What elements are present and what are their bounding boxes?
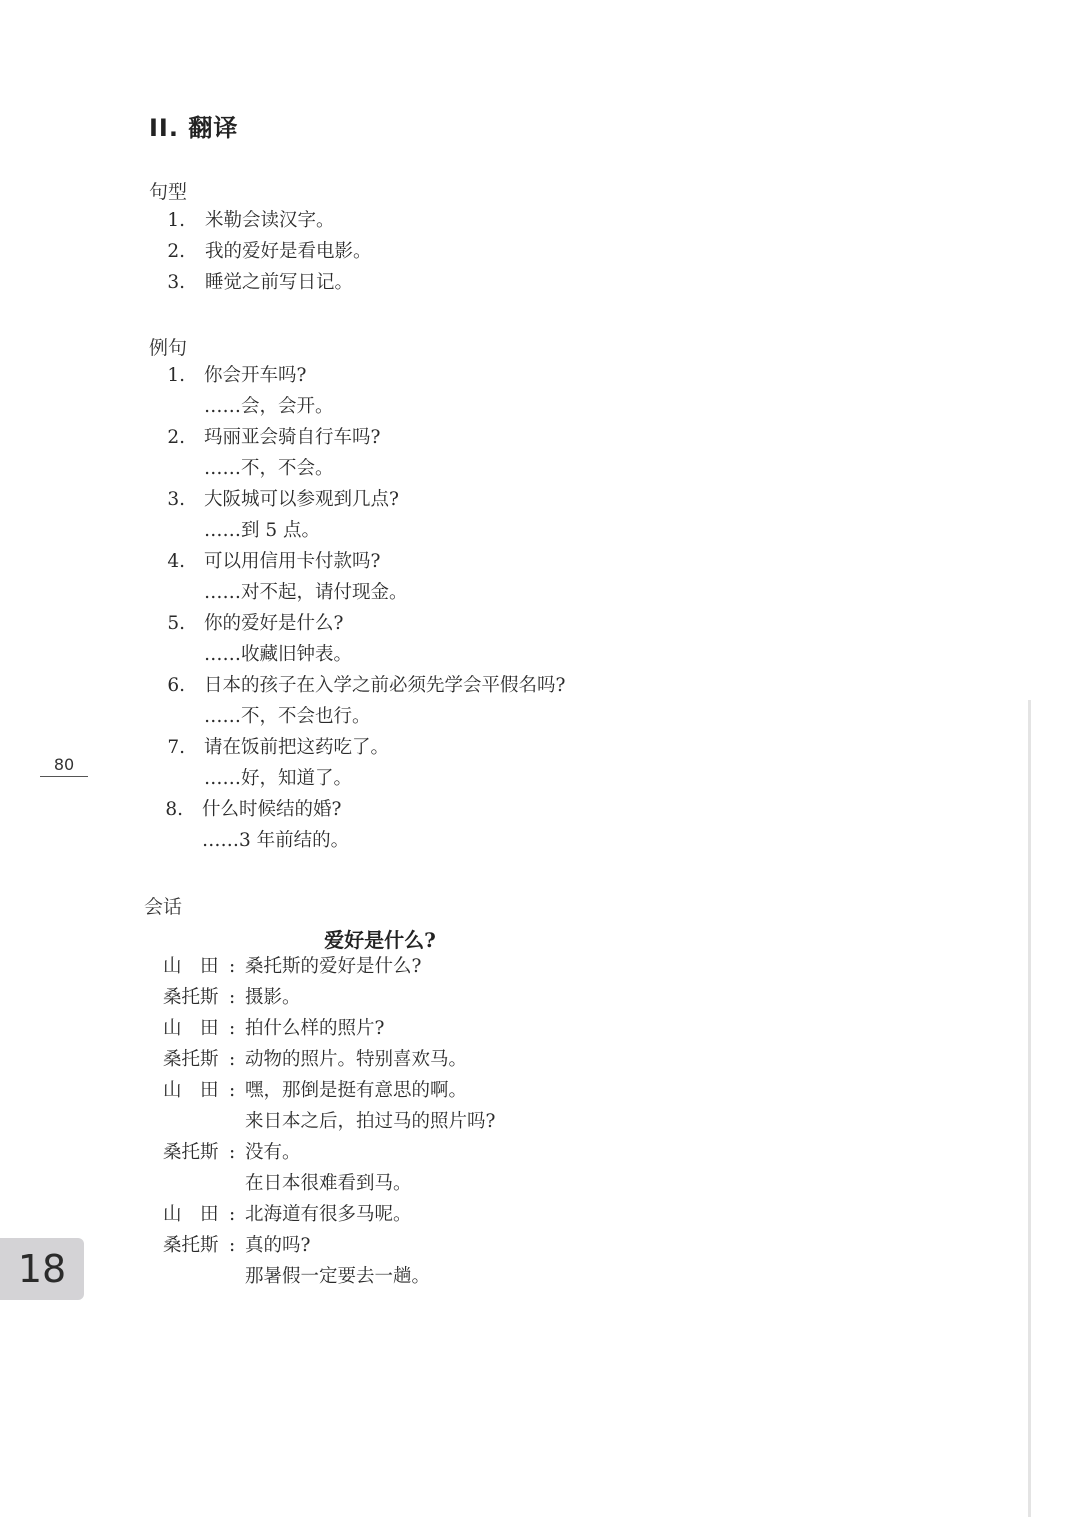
page-number: 80 bbox=[40, 755, 88, 777]
speaker-name: 山 田 bbox=[163, 1018, 219, 1039]
example-question: 什么时候结的婚? bbox=[202, 799, 342, 820]
example-answer: ……不，不会也行。 bbox=[204, 706, 371, 727]
sentence-pattern-text: 我的爱好是看电影。 bbox=[205, 241, 372, 262]
sentence-pattern-number: 2. bbox=[167, 241, 185, 262]
conversation-text: 那暑假一定要去一趟。 bbox=[245, 1266, 431, 1287]
example-answer: ……会，会开。 bbox=[204, 396, 334, 417]
example-answer: ……到 5 点。 bbox=[204, 520, 321, 541]
conversation-text: 真的吗? bbox=[245, 1235, 311, 1256]
example-answer: ……收藏旧钟表。 bbox=[204, 644, 353, 665]
speaker-name: 桑托斯 bbox=[163, 987, 219, 1008]
speaker-colon: : bbox=[229, 956, 236, 977]
speaker-colon: : bbox=[229, 1049, 236, 1070]
speaker-colon: : bbox=[229, 1018, 236, 1039]
conversation-text: 摄影。 bbox=[245, 987, 301, 1008]
speaker-name: 山 田 bbox=[163, 1080, 219, 1101]
example-question: 请在饭前把这药吃了。 bbox=[204, 737, 390, 758]
example-question: 日本的孩子在入学之前必须先学会平假名吗? bbox=[204, 675, 566, 696]
example-answer: ……3 年前结的。 bbox=[202, 830, 350, 851]
example-question: 大阪城可以参观到几点? bbox=[204, 489, 399, 510]
example-question: 可以用信用卡付款吗? bbox=[204, 551, 381, 572]
conversation-text: 动物的照片。特别喜欢马。 bbox=[245, 1049, 468, 1070]
conversation-text: 没有。 bbox=[245, 1142, 301, 1163]
example-number: 1. bbox=[167, 365, 185, 386]
speaker-colon: : bbox=[229, 1142, 236, 1163]
conversation-heading: 会话 bbox=[144, 896, 183, 918]
example-answer: ……对不起，请付现金。 bbox=[204, 582, 408, 603]
example-answer: ……好，知道了。 bbox=[204, 768, 353, 789]
example-number: 2. bbox=[167, 427, 185, 448]
example-number: 8. bbox=[165, 799, 183, 820]
chapter-number: 18 bbox=[17, 1247, 67, 1291]
section-title: II. 翻译 bbox=[149, 114, 239, 142]
example-number: 5. bbox=[167, 613, 185, 634]
example-number: 7. bbox=[167, 737, 185, 758]
example-question: 你的爱好是什么? bbox=[204, 613, 344, 634]
speaker-colon: : bbox=[229, 1235, 236, 1256]
speaker-name: 山 田 bbox=[163, 956, 219, 977]
sentence-pattern-text: 米勒会读汉字。 bbox=[205, 210, 335, 231]
sentence-patterns-heading: 句型 bbox=[149, 181, 188, 203]
examples-heading: 例句 bbox=[149, 337, 188, 359]
conversation-text: 来日本之后，拍过马的照片吗? bbox=[245, 1111, 496, 1132]
example-answer: ……不，不会。 bbox=[204, 458, 334, 479]
page-edge-shadow bbox=[1028, 700, 1031, 1517]
example-number: 4. bbox=[167, 551, 185, 572]
speaker-name: 桑托斯 bbox=[163, 1235, 219, 1256]
speaker-colon: : bbox=[229, 1204, 236, 1225]
sentence-pattern-number: 1. bbox=[167, 210, 185, 231]
conversation-text: 桑托斯的爱好是什么? bbox=[245, 956, 422, 977]
conversation-text: 北海道有很多马呢。 bbox=[245, 1204, 412, 1225]
conversation-title: 爱好是什么? bbox=[324, 928, 436, 952]
sentence-pattern-text: 睡觉之前写日记。 bbox=[205, 272, 354, 293]
sentence-pattern-number: 3. bbox=[167, 272, 185, 293]
speaker-name: 桑托斯 bbox=[163, 1142, 219, 1163]
speaker-colon: : bbox=[229, 1080, 236, 1101]
speaker-name: 山 田 bbox=[163, 1204, 219, 1225]
example-question: 你会开车吗? bbox=[204, 365, 307, 386]
chapter-tab bbox=[0, 1238, 84, 1300]
conversation-text: 拍什么样的照片? bbox=[245, 1018, 385, 1039]
speaker-name: 桑托斯 bbox=[163, 1049, 219, 1070]
speaker-colon: : bbox=[229, 987, 236, 1008]
conversation-text: 嘿，那倒是挺有意思的啊。 bbox=[245, 1080, 468, 1101]
example-question: 玛丽亚会骑自行车吗? bbox=[204, 427, 381, 448]
conversation-text: 在日本很难看到马。 bbox=[245, 1173, 412, 1194]
example-number: 6. bbox=[167, 675, 185, 696]
example-number: 3. bbox=[167, 489, 185, 510]
